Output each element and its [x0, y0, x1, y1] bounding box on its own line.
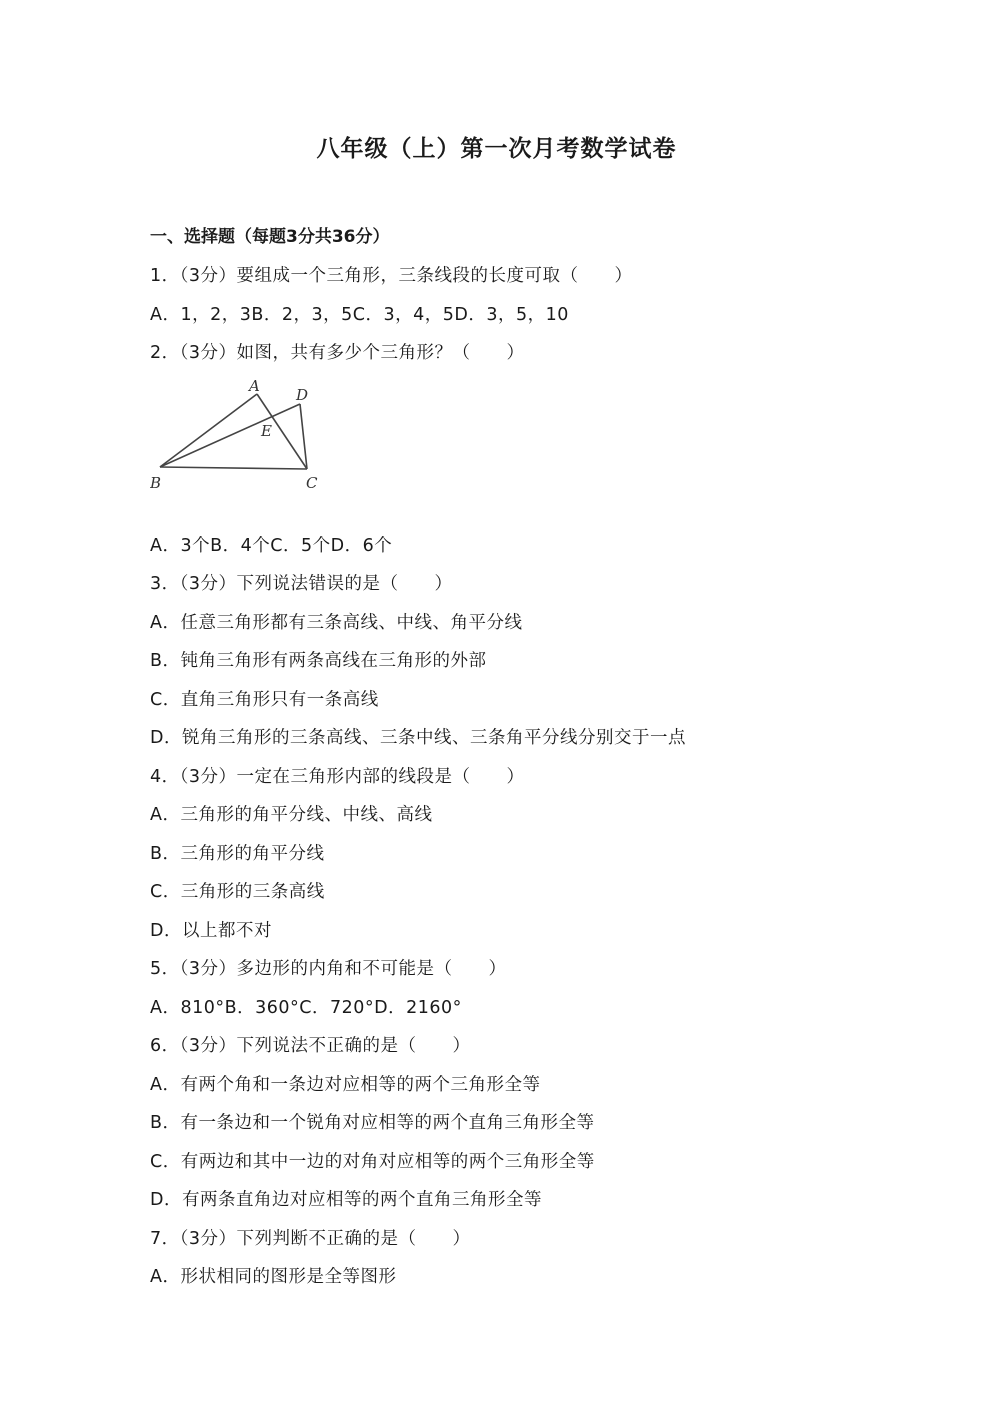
label-a: A	[249, 376, 260, 395]
question-3-option-b: B．钝角三角形有两条高线在三角形的外部	[150, 651, 487, 671]
question-3-option-c: C．直角三角形只有一条高线	[150, 689, 379, 710]
question-6-option-a: A．有两个角和一条边对应相等的两个三角形全等	[150, 1074, 541, 1095]
question-2-options: A．3个B．4个C．5个D．6个	[150, 535, 393, 556]
question-1: 1．（3分）要组成一个三角形，三条线段的长度可取（ ）	[150, 266, 633, 286]
question-6: 6．（3分）下列说法不正确的是（ ）	[150, 1036, 471, 1056]
question-4-option-a: A．三角形的角平分线、中线、高线	[150, 805, 433, 825]
label-c: C	[306, 473, 318, 492]
question-5-options: A．810°B．360°C．720°D．2160°	[150, 997, 462, 1018]
triangle-figure	[150, 376, 940, 533]
question-list	[150, 263, 940, 1303]
question-3-option-a: A．任意三角形都有三条高线、中线、角平分线	[150, 612, 523, 633]
question-5: 5．（3分）多边形的内角和不可能是（ ）	[150, 959, 507, 979]
triangle-diagram	[150, 367, 350, 497]
question-4-option-d: D．以上都不对	[150, 920, 272, 941]
question-6-option-c: C．有两边和其中一边的对角对应相等的两个三角形全等	[150, 1151, 595, 1172]
label-e: E	[261, 421, 272, 440]
section-heading: 一、选择题（每题3分共36分）	[150, 227, 390, 247]
question-2: 2．（3分）如图，共有多少个三角形？（ ）	[150, 343, 525, 363]
question-6-option-d: D．有两条直角边对应相等的两个直角三角形全等	[150, 1190, 542, 1210]
question-3-option-d: D．锐角三角形的三条高线、三条中线、三条角平分线分别交于一点	[150, 728, 686, 748]
label-d: D	[296, 385, 309, 404]
question-7: 7．（3分）下列判断不正确的是（ ）	[150, 1228, 471, 1249]
line-bc	[160, 467, 307, 469]
question-4-option-b: B．三角形的角平分线	[150, 843, 325, 864]
question-7-option-a: A．形状相同的图形是全等图形	[150, 1267, 397, 1287]
question-4: 4．（3分）一定在三角形内部的线段是（ ）	[150, 766, 525, 787]
page-title: 八年级（上）第一次月考数学试卷	[316, 135, 677, 162]
label-b: B	[150, 473, 162, 492]
question-3: 3．（3分）下列说法错误的是（ ）	[150, 574, 453, 594]
question-6-option-b: B．有一条边和一个锐角对应相等的两个直角三角形全等	[150, 1113, 595, 1133]
question-1-options: A．1，2，3B．2，3，5C．3，4，5D．3，5，10	[150, 304, 569, 325]
question-4-option-c: C．三角形的三条高线	[150, 882, 325, 902]
